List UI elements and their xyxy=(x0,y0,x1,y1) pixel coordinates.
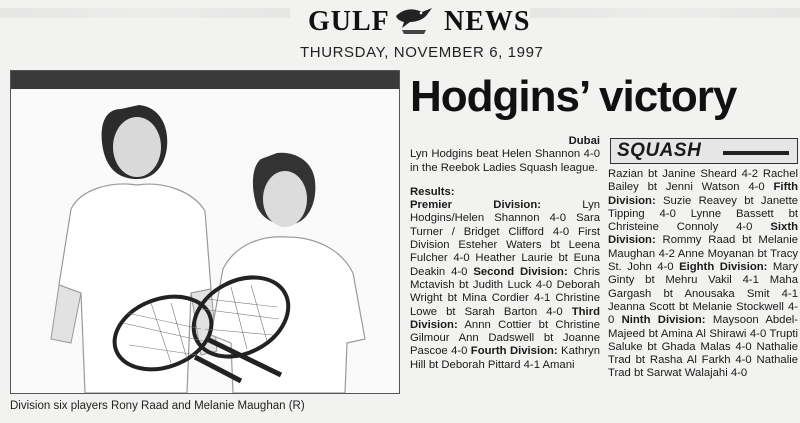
division-heading: Ninth Division: xyxy=(621,314,706,327)
results-text-2 xyxy=(608,168,798,381)
results-text: Mary Ginty bt Mehru Vakil 4-1 Maha Gargash bt Anousaka Smit 4-1 Jeanna Scott bt Melanie Stockwell 4-0 xyxy=(608,261,798,327)
results-text: Razian bt Janine Sheard 4-2 Rachel Bailey bt Jenni Watson 4-0 xyxy=(608,168,798,194)
division-heading: Fourth Division: xyxy=(470,345,558,358)
masthead-title-gulf: GULF xyxy=(308,6,390,37)
results-heading: Results: xyxy=(410,185,455,198)
masthead-date: THURSDAY, NOVEMBER 6, 1997 xyxy=(300,44,544,61)
results-text: Maysoon Abdel-Majeed bt Amina Al Shirawi 4-0 Trupti Saluke bt Ghada Malas 4-0 Nathalie Trad bt Rasha Al Farkh 4-0 Nathalie Trad bt Sarwat Walajahi 4-0 xyxy=(608,314,799,380)
results-text: Lyn Hodgins/Helen Shannon 4-0 Sara Turner / Bridget Clifford 4-0 First Division Esteher Waters bt Leena Fulcher 4-0 Heather Laurie bt Euna Deakin 4-0 xyxy=(410,199,601,278)
results-text: Rommy Raad bt Melanie Maughan 4-2 Anne Moyanan bt Tracy St. John 4-0 xyxy=(608,234,798,274)
section-label: SQUASH xyxy=(617,140,702,161)
masthead xyxy=(0,0,800,70)
photo-caption: Division six players Rony Raad and Melanie Maughan (R) xyxy=(10,400,305,412)
division-heading: Fifth Division: xyxy=(608,181,798,207)
section-banner xyxy=(610,138,798,164)
division-heading: Sixth Division: xyxy=(608,221,798,247)
division-heading: Second Division: xyxy=(473,265,568,278)
division-heading: Third Division: xyxy=(410,305,600,331)
masthead-faint-left xyxy=(0,8,290,18)
division-heading: Eighth Division: xyxy=(679,261,768,274)
falcon-logo-icon xyxy=(388,2,438,42)
players-photo-image xyxy=(11,89,399,393)
photo-top-band xyxy=(11,71,399,89)
results-text: Kathryn Hill bt Deborah Pittard 4-1 Amani xyxy=(410,345,600,371)
article-column-1 xyxy=(410,135,600,372)
masthead-title-news: NEWS xyxy=(444,6,531,37)
results-text: Chris Mctavish bt Judith Luck 4-0 Deborah Wright bt Mina Cordier 4-1 Christine Lowe bt Sarah Barton 4-0 xyxy=(410,265,600,318)
article-column-2 xyxy=(608,168,798,381)
news-photo xyxy=(10,70,400,394)
division-heading: Premier Division: xyxy=(410,199,541,212)
article-lead: Lyn Hodgins beat Helen Shannon 4-0 in the Reebok Ladies Squash league. xyxy=(410,148,600,174)
masthead-faint-right xyxy=(530,8,800,18)
results-text: Annn Cottier bt Christine Gilmour Ann Dadswell bt Joanne Pascoe 4-0 xyxy=(410,318,600,358)
dateline: Dubai xyxy=(568,135,600,147)
results-text-1 xyxy=(410,199,600,372)
article-headline: Hodgins’ victory xyxy=(410,72,737,121)
section-rule xyxy=(723,151,789,155)
results-text: Suzie Reavey bt Janette Tipping 4-0 Lynne Bassett bt Christeine Connoly 4-0 xyxy=(608,194,798,234)
